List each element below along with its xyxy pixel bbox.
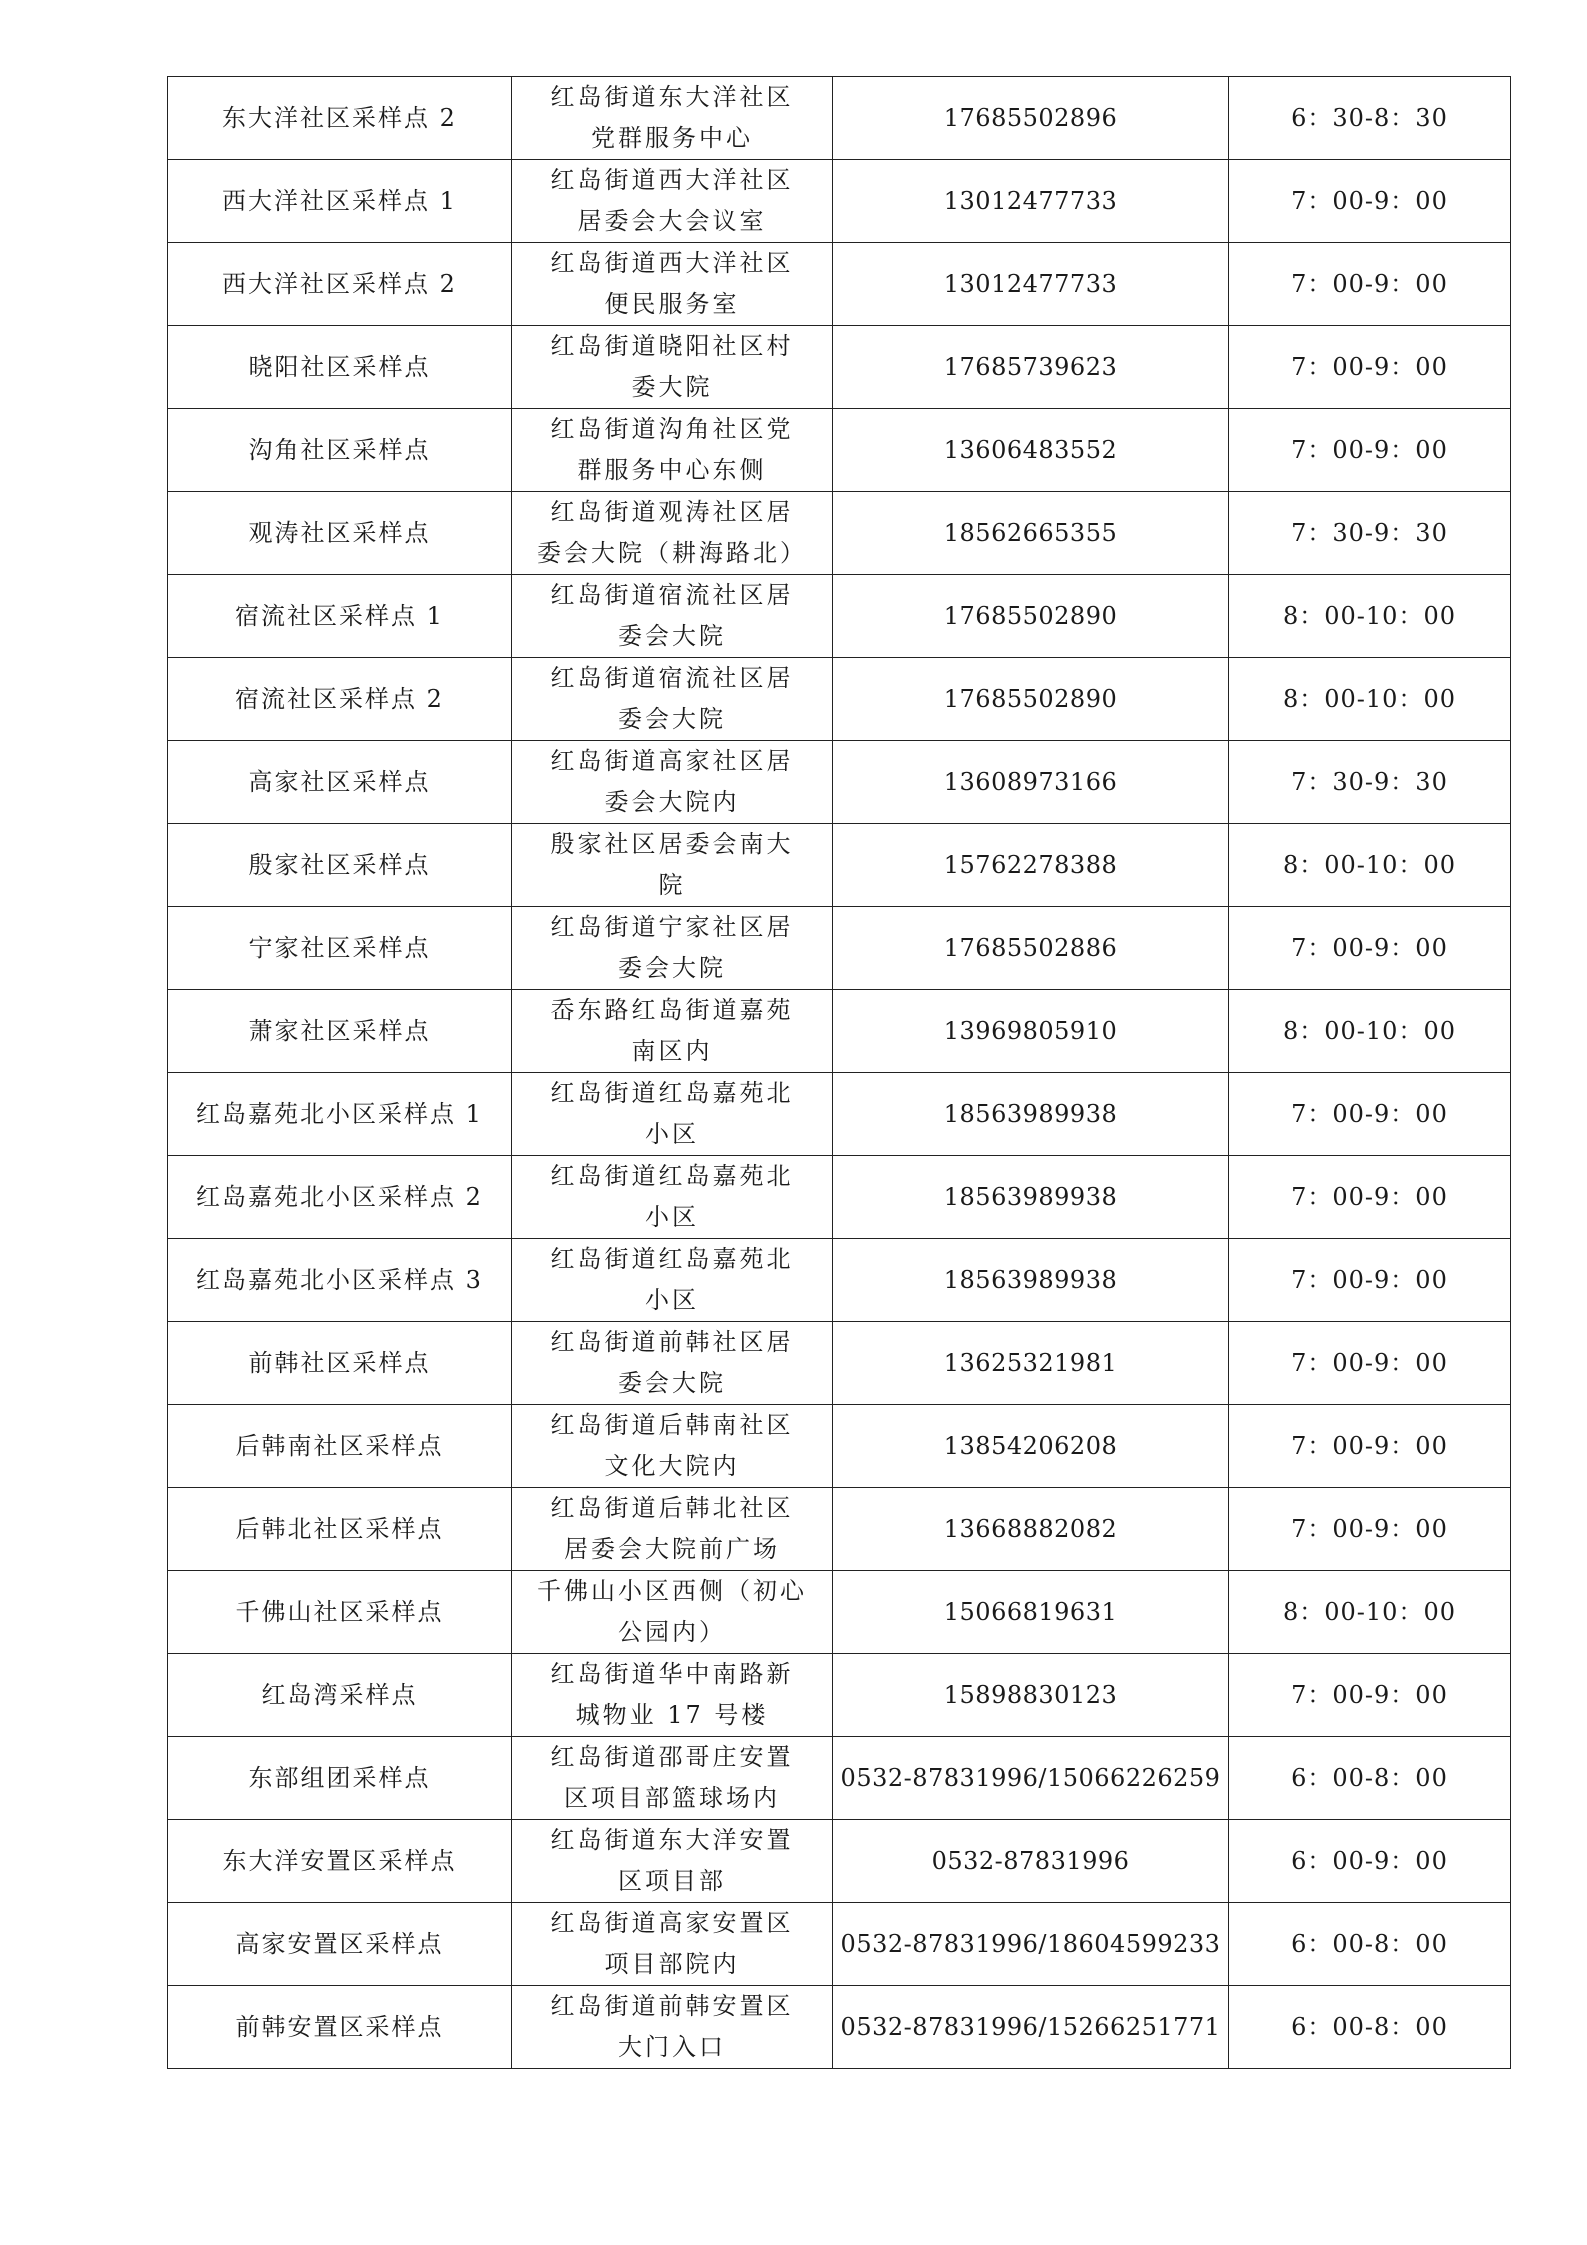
site-address-line: 委会大院 (618, 954, 726, 982)
sampling-sites-table (167, 76, 1511, 2069)
site-name-cell: 后韩北社区采样点 (168, 1488, 512, 1571)
site-address-line: 红岛街道华中南路新 (550, 1660, 794, 1688)
site-hours-cell: 8：00-10：00 (1229, 824, 1511, 907)
site-phone-cell: 0532-87831996/15066226259 (833, 1737, 1229, 1820)
site-hours-cell: 8：00-10：00 (1229, 658, 1511, 741)
site-address-line: 居委会大会议室 (577, 207, 767, 235)
site-phone-cell: 18563989938 (833, 1156, 1229, 1239)
site-hours-cell: 7：00-9：00 (1229, 1654, 1511, 1737)
site-hours-cell: 7：00-9：00 (1229, 326, 1511, 409)
table-row (168, 1405, 1511, 1488)
table-row (168, 1322, 1511, 1405)
site-address-line: 红岛街道高家安置区 (550, 1909, 794, 1937)
site-name-cell: 沟角社区采样点 (168, 409, 512, 492)
site-address-line: 小区 (645, 1120, 699, 1148)
site-address-cell (512, 243, 833, 326)
site-address-line: 千佛山小区西侧（初心 (537, 1577, 807, 1605)
table-row (168, 1820, 1511, 1903)
site-address-line: 殷家社区居委会南大 (550, 830, 794, 858)
site-name-cell: 高家社区采样点 (168, 741, 512, 824)
table-row (168, 1986, 1511, 2069)
site-phone-cell: 13668882082 (833, 1488, 1229, 1571)
site-hours-cell: 6：00-8：00 (1229, 1737, 1511, 1820)
site-address-cell (512, 1820, 833, 1903)
site-address-line: 委大院 (631, 373, 713, 401)
table-row (168, 326, 1511, 409)
site-phone-cell: 13012477733 (833, 160, 1229, 243)
site-address-cell (512, 658, 833, 741)
table-row (168, 492, 1511, 575)
table-row (168, 658, 1511, 741)
site-address-line: 红岛街道邵哥庄安置 (550, 1743, 794, 1771)
site-address-cell (512, 1654, 833, 1737)
site-phone-cell: 13625321981 (833, 1322, 1229, 1405)
site-address-line: 便民服务室 (604, 290, 740, 318)
site-address-line: 区项目部 (618, 1867, 726, 1895)
table-row (168, 907, 1511, 990)
site-name-cell: 宿流社区采样点 2 (168, 658, 512, 741)
site-hours-cell: 6：30-8：30 (1229, 77, 1511, 160)
site-phone-cell: 18563989938 (833, 1239, 1229, 1322)
site-address-line: 红岛街道后韩北社区 (550, 1494, 794, 1522)
table-row (168, 409, 1511, 492)
table-row (168, 1488, 1511, 1571)
table-row (168, 1903, 1511, 1986)
site-name-cell: 宁家社区采样点 (168, 907, 512, 990)
site-address-line: 红岛街道沟角社区党 (550, 415, 794, 443)
site-name-cell: 西大洋社区采样点 2 (168, 243, 512, 326)
site-hours-cell: 7：00-9：00 (1229, 907, 1511, 990)
site-address-cell (512, 1405, 833, 1488)
site-address-line: 居委会大院前广场 (564, 1535, 780, 1563)
site-hours-cell: 7：00-9：00 (1229, 1405, 1511, 1488)
site-address-line: 红岛街道红岛嘉苑北 (550, 1079, 794, 1107)
site-address-line: 岙东路红岛街道嘉苑 (550, 996, 794, 1024)
site-address-line: 红岛街道观涛社区居 (550, 498, 794, 526)
site-address-cell (512, 990, 833, 1073)
table-row (168, 1571, 1511, 1654)
site-address-line: 红岛街道红岛嘉苑北 (550, 1245, 794, 1273)
site-phone-cell: 0532-87831996/18604599233 (833, 1903, 1229, 1986)
site-hours-cell: 8：00-10：00 (1229, 575, 1511, 658)
site-hours-cell: 7：00-9：00 (1229, 1488, 1511, 1571)
site-address-line: 公园内） (618, 1618, 726, 1646)
table-row (168, 824, 1511, 907)
site-hours-cell: 7：00-9：00 (1229, 160, 1511, 243)
table-row (168, 741, 1511, 824)
site-address-line: 区项目部篮球场内 (564, 1784, 780, 1812)
site-address-line: 红岛街道宿流社区居 (550, 581, 794, 609)
site-name-cell: 宿流社区采样点 1 (168, 575, 512, 658)
site-address-line: 红岛街道高家社区居 (550, 747, 794, 775)
site-address-cell (512, 907, 833, 990)
site-hours-cell: 6：00-8：00 (1229, 1986, 1511, 2069)
site-address-line: 委会大院 (618, 622, 726, 650)
site-hours-cell: 7：00-9：00 (1229, 1073, 1511, 1156)
site-name-cell: 千佛山社区采样点 (168, 1571, 512, 1654)
site-phone-cell: 15898830123 (833, 1654, 1229, 1737)
site-address-line: 小区 (645, 1286, 699, 1314)
table-row (168, 243, 1511, 326)
site-address-line: 红岛街道东大洋社区 (550, 83, 794, 111)
site-phone-cell: 17685502886 (833, 907, 1229, 990)
site-address-cell (512, 1986, 833, 2069)
site-address-line: 院 (658, 871, 686, 899)
table-row (168, 1156, 1511, 1239)
site-address-line: 红岛街道后韩南社区 (550, 1411, 794, 1439)
site-name-cell: 东大洋安置区采样点 (168, 1820, 512, 1903)
table-row (168, 1239, 1511, 1322)
site-address-line: 委会大院 (618, 705, 726, 733)
site-name-cell: 萧家社区采样点 (168, 990, 512, 1073)
site-address-line: 红岛街道前韩安置区 (550, 1992, 794, 2020)
site-address-cell (512, 575, 833, 658)
site-address-line: 红岛街道宿流社区居 (550, 664, 794, 692)
table-row (168, 1073, 1511, 1156)
site-hours-cell: 8：00-10：00 (1229, 1571, 1511, 1654)
site-phone-cell: 15066819631 (833, 1571, 1229, 1654)
site-name-cell: 前韩社区采样点 (168, 1322, 512, 1405)
site-hours-cell: 6：00-8：00 (1229, 1903, 1511, 1986)
site-phone-cell: 0532-87831996 (833, 1820, 1229, 1903)
site-address-line: 委会大院内 (604, 788, 740, 816)
table-row (168, 160, 1511, 243)
site-phone-cell: 17685502890 (833, 658, 1229, 741)
site-name-cell: 红岛嘉苑北小区采样点 3 (168, 1239, 512, 1322)
site-phone-cell: 13854206208 (833, 1405, 1229, 1488)
site-address-line: 群服务中心东侧 (577, 456, 767, 484)
site-hours-cell: 7：00-9：00 (1229, 1156, 1511, 1239)
site-address-line: 项目部院内 (604, 1950, 740, 1978)
site-address-line: 红岛街道宁家社区居 (550, 913, 794, 941)
site-phone-cell: 17685502890 (833, 575, 1229, 658)
site-address-cell (512, 1239, 833, 1322)
site-name-cell: 红岛湾采样点 (168, 1654, 512, 1737)
site-address-line: 委会大院 (618, 1369, 726, 1397)
table-row (168, 77, 1511, 160)
site-address-cell (512, 77, 833, 160)
site-name-cell: 前韩安置区采样点 (168, 1986, 512, 2069)
site-address-cell (512, 409, 833, 492)
site-address-line: 党群服务中心 (591, 124, 753, 152)
site-address-line: 南区内 (631, 1037, 713, 1065)
site-hours-cell: 8：00-10：00 (1229, 990, 1511, 1073)
site-hours-cell: 6：00-9：00 (1229, 1820, 1511, 1903)
site-phone-cell: 13012477733 (833, 243, 1229, 326)
table-row (168, 1737, 1511, 1820)
table-row (168, 575, 1511, 658)
site-hours-cell: 7：00-9：00 (1229, 1239, 1511, 1322)
site-phone-cell: 13606483552 (833, 409, 1229, 492)
table-row (168, 990, 1511, 1073)
site-phone-cell: 18563989938 (833, 1073, 1229, 1156)
site-address-line: 红岛街道东大洋安置 (550, 1826, 794, 1854)
site-address-cell (512, 824, 833, 907)
site-name-cell: 红岛嘉苑北小区采样点 2 (168, 1156, 512, 1239)
site-address-line: 红岛街道晓阳社区村 (550, 332, 794, 360)
site-name-cell: 西大洋社区采样点 1 (168, 160, 512, 243)
site-address-line: 委会大院（耕海路北） (537, 539, 807, 567)
site-name-cell: 东部组团采样点 (168, 1737, 512, 1820)
site-phone-cell: 13969805910 (833, 990, 1229, 1073)
site-address-cell (512, 1737, 833, 1820)
site-phone-cell: 15762278388 (833, 824, 1229, 907)
site-name-cell: 晓阳社区采样点 (168, 326, 512, 409)
site-hours-cell: 7：30-9：30 (1229, 492, 1511, 575)
site-address-cell (512, 1322, 833, 1405)
site-name-cell: 观涛社区采样点 (168, 492, 512, 575)
site-name-cell: 红岛嘉苑北小区采样点 1 (168, 1073, 512, 1156)
site-address-line: 红岛街道西大洋社区 (550, 166, 794, 194)
site-address-cell (512, 1571, 833, 1654)
site-name-cell: 东大洋社区采样点 2 (168, 77, 512, 160)
site-address-cell (512, 741, 833, 824)
site-hours-cell: 7：30-9：30 (1229, 741, 1511, 824)
site-address-cell (512, 1488, 833, 1571)
site-phone-cell: 17685502896 (833, 77, 1229, 160)
site-name-cell: 殷家社区采样点 (168, 824, 512, 907)
site-phone-cell: 18562665355 (833, 492, 1229, 575)
site-name-cell: 后韩南社区采样点 (168, 1405, 512, 1488)
site-address-line: 小区 (645, 1203, 699, 1231)
site-phone-cell: 0532-87831996/15266251771 (833, 1986, 1229, 2069)
site-phone-cell: 17685739623 (833, 326, 1229, 409)
site-address-line: 文化大院内 (604, 1452, 740, 1480)
site-address-cell (512, 1903, 833, 1986)
site-address-line: 城物业 17 号楼 (575, 1701, 769, 1729)
sampling-sites-sheet (167, 76, 1456, 2069)
site-address-line: 红岛街道前韩社区居 (550, 1328, 794, 1356)
site-address-line: 红岛街道西大洋社区 (550, 249, 794, 277)
site-address-line: 红岛街道红岛嘉苑北 (550, 1162, 794, 1190)
site-address-cell (512, 1156, 833, 1239)
site-name-cell: 高家安置区采样点 (168, 1903, 512, 1986)
site-address-cell (512, 326, 833, 409)
site-hours-cell: 7：00-9：00 (1229, 1322, 1511, 1405)
site-address-cell (512, 492, 833, 575)
site-address-line: 大门入口 (618, 2033, 726, 2061)
site-address-cell (512, 1073, 833, 1156)
site-hours-cell: 7：00-9：00 (1229, 243, 1511, 326)
sampling-sites-table-body (168, 77, 1511, 2069)
site-phone-cell: 13608973166 (833, 741, 1229, 824)
site-hours-cell: 7：00-9：00 (1229, 409, 1511, 492)
table-row (168, 1654, 1511, 1737)
site-address-cell (512, 160, 833, 243)
